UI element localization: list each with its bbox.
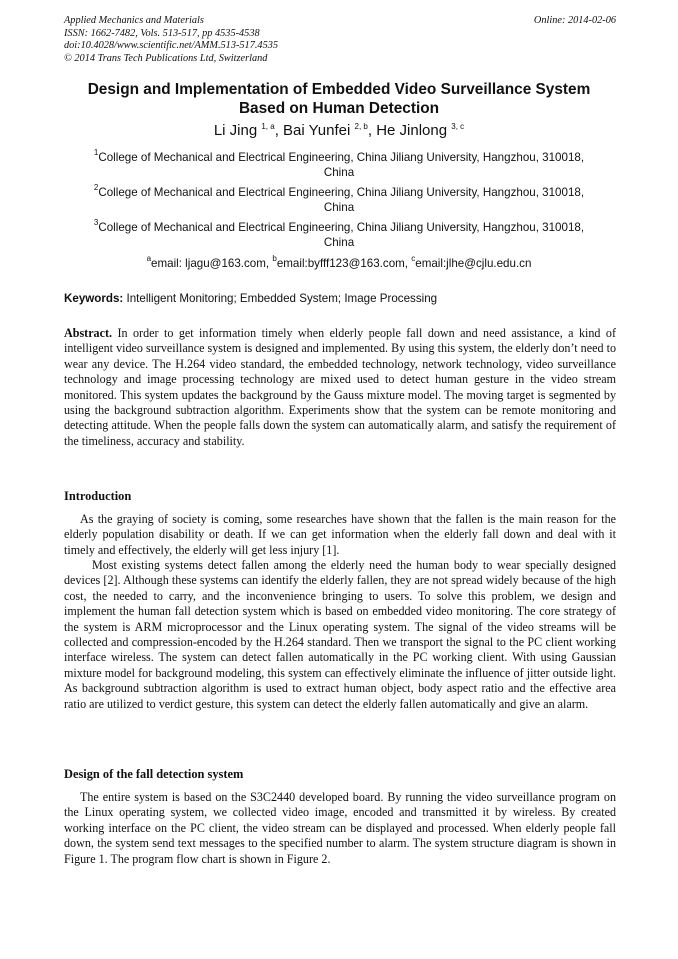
affiliation-text: College of Mechanical and Electrical Engineering, China Jiliang University, Hangzhou, 310018, [98, 186, 585, 199]
copyright-line: © 2014 Trans Tech Publications Ltd, Switzerland [64, 52, 268, 64]
doi-line: doi:10.4028/www.scientific.net/AMM.513-517.4535 [64, 40, 279, 52]
author-name: Bai Yunfei [283, 122, 351, 139]
affiliation-num: 2 [93, 183, 99, 192]
affiliation-text: College of Mechanical and Electrical Engineering, China Jiliang University, Hangzhou, 310018, [98, 151, 585, 164]
keywords-label: Keywords: [64, 292, 124, 305]
design-paragraph-1: The entire system is based on the S3C2440 developed board. By running the video surveillance program on the Linux operating system, we collected video image, encoded and transmitted it by wireless. By created working interface on the PC client, the video stream can be displayed and processed. When elderly people fall down, the system send text messages to the specified number to alarm. The system structure diagram is shown in Figure 1. The program flow chart is shown in Figure 2. [64, 790, 616, 866]
title-line-2: Based on Human Detection [238, 100, 440, 117]
affiliation-country: China [323, 166, 355, 179]
email-sup: c [411, 254, 416, 263]
online-date: Online: 2014-02-06 [533, 15, 616, 26]
intro-paragraph-2: Most existing systems detect fallen among the elderly need the human body to wear specially designed devices [2]. Although these systems can identify the elderly fallen, they are not spread widely because of the high cost, the needed to carry, and the inconvenience bringing to users. To solve this problem, we design and implement the human fall detection system which is based on embedded video monitoring. The core strategy of the system is ARM microprocessor and the Linux operating system. The signal of the video streams will be collected and compression-encoded by the H.264 standard. Then we transport the signal to the PC client working interface wireless. The system can detect fallen automatically in the PC working client. With using Gaussian mixture model for background modeling, this system can effectively eliminate the influence of jitter outside light. As background subtraction algorithm is used to extract human object, body aspect ratio and the effective area ratio are utilized to verdict gesture, this system can detect the elderly fallen automatically and give an alarm. [64, 558, 616, 711]
author-name: He Jinlong [376, 122, 448, 139]
affiliation-3 [64, 220, 614, 250]
author-list: Li Jing $^{1, a}$, Bai Yunfei $^{2, b}$, He Jinlong $^{3, c}$ [213, 122, 465, 139]
email-line [64, 256, 614, 271]
email-c: email:jlhe@cjlu.edu.cn [415, 257, 532, 270]
section-heading-design: Design of the fall detection system [64, 767, 244, 781]
keywords-text: Intelligent Monitoring; Embedded System; Image Processing [123, 292, 438, 305]
issn-line: ISSN: 1662-7482, Vols. 513-517, pp 4535-4538 [64, 27, 260, 39]
keywords [64, 291, 616, 306]
section-heading-introduction: Introduction [64, 489, 132, 503]
affiliation-num: 1 [93, 148, 99, 157]
author-sup: 3, c [451, 122, 465, 131]
abstract [64, 326, 616, 449]
email-sup: a [146, 254, 152, 263]
author-name: Li Jing [213, 122, 258, 139]
author-sup: 1, a [261, 122, 275, 131]
intro-paragraph-1: As the graying of society is coming, some researches have shown that the fallen is the main reason for the elderly population disability or death. If we can get information when the elderly fall down and deal with it timely and effectively, the elderly will get less injury [1]. [64, 512, 616, 557]
affiliation-text: College of Mechanical and Electrical Engineering, China Jiliang University, Hangzhou, 310018, [98, 221, 585, 234]
email-a: email: ljagu@163.com, [151, 257, 273, 270]
journal-header [64, 15, 616, 65]
paper-title [40, 80, 638, 118]
affiliation-country: China [323, 236, 355, 249]
author-sup: 2, b [354, 122, 368, 131]
affiliation-country: China [323, 201, 355, 214]
affiliation-num: 3 [93, 218, 99, 227]
title-line-1: Design and Implementation of Embedded Video Surveillance System [87, 81, 591, 98]
affiliation-1 [64, 150, 614, 180]
journal-name: Applied Mechanics and Materials [64, 15, 204, 26]
abstract-text: In order to get information timely when elderly people fall down and need assistance, a kind of intelligent video surveillance system is designed and implemented. By using this system, the elderly don’t need to wear any device. The H.264 video standard, the embedded technology, network technology, video surveillance technology and image processing technology are mixed used to detect human gesture in the video stream monitored. This system updates the background by the Gauss mixture model. The moving target is segmented by using the background subtraction algorithm. Experiments show that the system can be remote monitoring and detecting attitude. When the people falls down the system can automatically alarm, and satisfy the requirement of the timeliness, accuracy and stability. [64, 326, 616, 448]
abstract-label: Abstract. [64, 326, 113, 340]
email-b: email:byfff123@163.com, [276, 257, 412, 270]
email-sup: b [272, 254, 277, 263]
affiliation-2 [64, 185, 614, 215]
